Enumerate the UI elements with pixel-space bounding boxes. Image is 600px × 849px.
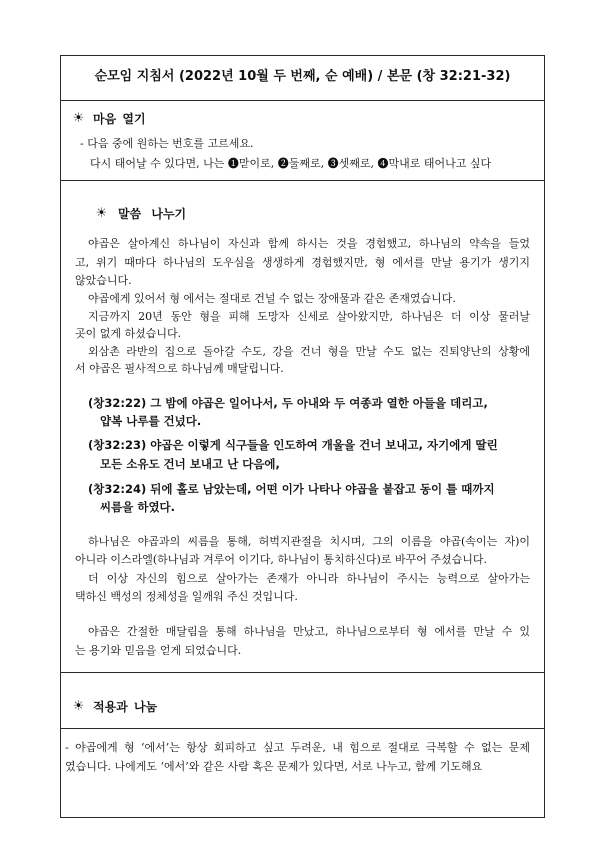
paragraph-line: 야곱은 간절한 매달림을 통해 하나님을 만났고, 하나님으로부터 형 에서를 만날 수 있 bbox=[88, 625, 530, 638]
section-divider bbox=[60, 728, 545, 729]
scripture-verse-line: 얍복 나루를 건넜다. bbox=[100, 414, 202, 428]
paragraph-line: 서 야곱은 필사적으로 하나님께 매달립니다. bbox=[75, 362, 284, 375]
document-title: 순모임 지침서 (2022년 10월 두 번째, 순 예배) / 본문 (창 32:21-32) bbox=[94, 69, 511, 84]
section-heading-opening bbox=[72, 110, 146, 128]
section-application bbox=[60, 672, 545, 818]
paragraph-line: 하나님은 야곱과의 씨름을 통해, 허벅지관절을 치시며, 그의 이름을 야곱(속이는 자)이 bbox=[88, 535, 530, 548]
sun-icon bbox=[72, 110, 85, 128]
section-opening bbox=[60, 100, 545, 180]
paragraph-line: 지금까지 20년 동안 형을 피해 도망자 신세로 살아왔지만, 하나님은 더 이상 물러날 bbox=[88, 310, 530, 323]
paragraph-line: 택하신 백성의 정체성을 일깨워 주신 것입니다. bbox=[75, 590, 298, 603]
section-heading-label: 말씀 나누기 bbox=[118, 207, 187, 221]
paragraph-line: 아니라 이스라엘(하나님과 겨루어 이기다, 하나님이 통치하신다)로 바꾸어 주셨습니다. bbox=[75, 553, 487, 566]
choice-line: 다시 태어날 수 있다면, 나는 ❶맏이로, ❷둘째로, ❸셋째로, ❹막내로 태어나고 싶다 bbox=[90, 157, 492, 170]
paragraph-line: 고, 위기 때마다 하나님의 도우심을 생생하게 경험했지만, 형 에서를 만날 용기가 생기지 bbox=[75, 256, 530, 269]
section-heading-label: 적용과 나눔 bbox=[93, 700, 158, 714]
paragraph-line: 외삼촌 라반의 집으로 돌아갈 수도, 강을 건너 형을 만날 수도 없는 진퇴양난의 상황에 bbox=[88, 345, 530, 358]
paragraph-line: 않았습니다. bbox=[75, 274, 132, 287]
scripture-verse-line: 씨름을 하였다. bbox=[100, 500, 176, 514]
application-line: - 야곱에게 형 ‘에서’는 항상 회피하고 싶고 두려운, 내 힘으로 절대로 극복할 수 없는 문제 bbox=[65, 741, 530, 754]
application-line: 였습니다. 나에게도 ‘에서’와 같은 사람 혹은 문제가 있다면, 서로 나누고, 함께 기도해요 bbox=[65, 760, 483, 773]
paragraph-line: 야곱은 살아계신 하나님이 자신과 함께 하시는 것을 경험했고, 하나님의 약속을 들었 bbox=[88, 237, 530, 250]
section-heading-application bbox=[72, 698, 157, 716]
paragraph-line: 곳이 없게 하셨습니다. bbox=[75, 327, 182, 340]
section-heading-label: 마음 열기 bbox=[93, 112, 146, 126]
paragraph-line: 더 이상 자신의 힘으로 살아가는 존재가 아니라 하나님이 주시는 능력으로 살아가는 bbox=[88, 572, 530, 585]
instruction-line: - 다음 중에 원하는 번호를 고르세요. bbox=[80, 137, 254, 150]
section-word-sharing bbox=[60, 180, 545, 672]
scripture-verse-line: (창32:22) 그 밤에 야곱은 일어나서, 두 아내와 두 여종과 열한 아들을 데리고, bbox=[88, 396, 488, 410]
paragraph-line: 야곱에게 있어서 형 에서는 절대로 건널 수 없는 장애물과 같은 존재였습니다. bbox=[88, 292, 456, 305]
scripture-verse-line: 모든 소유도 건너 보내고 난 다음에, bbox=[100, 457, 280, 471]
sun-icon bbox=[72, 698, 85, 716]
scripture-verse-line: (창32:24) 뒤에 홀로 남았는데, 어떤 이가 나타나 야곱을 붙잡고 동이 틀 때까지 bbox=[88, 482, 495, 496]
scripture-verse-line: (창32:23) 야곱은 이렇게 식구들을 인도하여 개울을 건너 보내고, 자기에게 딸린 bbox=[88, 438, 498, 452]
sun-icon bbox=[95, 205, 108, 223]
paragraph-line: 는 용기와 믿음을 얻게 되었습니다. bbox=[75, 644, 242, 657]
title-row bbox=[60, 55, 545, 100]
section-heading-word-sharing bbox=[95, 205, 186, 223]
